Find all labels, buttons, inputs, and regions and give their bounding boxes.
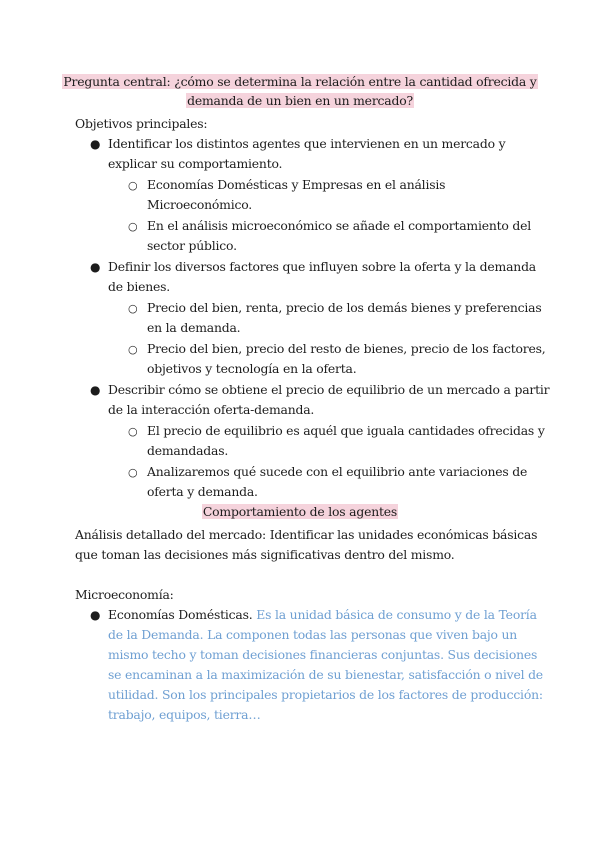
- sub-bullet-icon: ○: [128, 179, 138, 192]
- sub-2-1-line-2: en la demanda.: [147, 320, 241, 335]
- sub-2-1-line-1: Precio del bien, renta, precio de los demás bienes y preferencias: [147, 300, 542, 315]
- bullet-3-line-1: Describir cómo se obtiene el precio de equilibrio de un mercado a partir: [108, 382, 550, 397]
- households-label: Economías Domésticas.: [108, 607, 253, 622]
- section-title: Comportamiento de los agentes: [202, 504, 398, 519]
- households-line-4: se encaminan a la maximización de su bienestar, satisfacción o nivel de: [108, 667, 543, 682]
- sub-1-1-line-2: Microeconómico.: [147, 197, 252, 212]
- sub-2-2-line-1: Precio del bien, precio del resto de bienes, precio de los factores,: [147, 341, 546, 356]
- households-line-3: mismo techo y toman decisiones financieras conjuntas. Sus decisiones: [108, 647, 538, 662]
- sub-bullet-icon: ○: [128, 343, 138, 356]
- sub-3-1-line-2: demandadas.: [147, 443, 229, 458]
- households-line-6: trabajo, equipos, tierra…: [108, 707, 261, 722]
- sub-bullet-icon: ○: [128, 220, 138, 233]
- analysis-line-2: que toman las decisiones más significativas dentro del mismo.: [75, 547, 455, 562]
- bullet-2-line-2: de bienes.: [108, 279, 171, 294]
- bullet-icon: ●: [90, 137, 101, 151]
- title-line-1: Pregunta central: ¿cómo se determina la relación entre la cantidad ofrecida y: [63, 74, 537, 89]
- sub-3-2-line-2: oferta y demanda.: [147, 484, 258, 499]
- bullet-2-line-1: Definir los diversos factores que influyen sobre la oferta y la demanda: [108, 259, 536, 274]
- sub-1-2-line-2: sector público.: [147, 238, 237, 253]
- bullet-1-line-1: Identificar los distintos agentes que intervienen en un mercado y: [108, 136, 506, 151]
- objectives-heading: Objetivos principales:: [75, 116, 208, 131]
- sub-bullet-icon: ○: [128, 466, 138, 479]
- bullet-icon: ●: [90, 260, 101, 274]
- analysis-line-1: Análisis detallado del mercado: Identificar las unidades económicas básicas: [75, 527, 538, 542]
- sub-3-1-line-1: El precio de equilibrio es aquél que iguala cantidades ofrecidas y: [147, 423, 545, 438]
- households-line-2: de la Demanda. La componen todas las personas que viven bajo un: [108, 627, 518, 642]
- sub-bullet-icon: ○: [128, 425, 138, 438]
- bullet-icon: ●: [90, 383, 101, 397]
- households-text-1: Es la unidad básica de consumo y de la Teoría: [256, 607, 537, 622]
- sub-bullet-icon: ○: [128, 302, 138, 315]
- sub-3-2-line-1: Analizaremos qué sucede con el equilibrio ante variaciones de: [147, 464, 528, 479]
- bullet-1-line-2: explicar su comportamiento.: [108, 156, 283, 171]
- bullet-3-line-2: de la interacción oferta-demanda.: [108, 402, 315, 417]
- households-line-5: utilidad. Son los principales propietarios de los factores de producción:: [108, 687, 543, 702]
- micro-heading: Microeconomía:: [75, 587, 174, 602]
- title-line-2: demanda de un bien en un mercado?: [187, 93, 413, 108]
- households-line-1: [108, 606, 537, 624]
- sub-1-2-line-1: En el análisis microeconómico se añade el comportamiento del: [147, 218, 532, 233]
- sub-2-2-line-2: objetivos y tecnología en la oferta.: [147, 361, 357, 376]
- sub-1-1-line-1: Economías Domésticas y Empresas en el análisis: [147, 177, 446, 192]
- bullet-icon: ●: [90, 608, 101, 622]
